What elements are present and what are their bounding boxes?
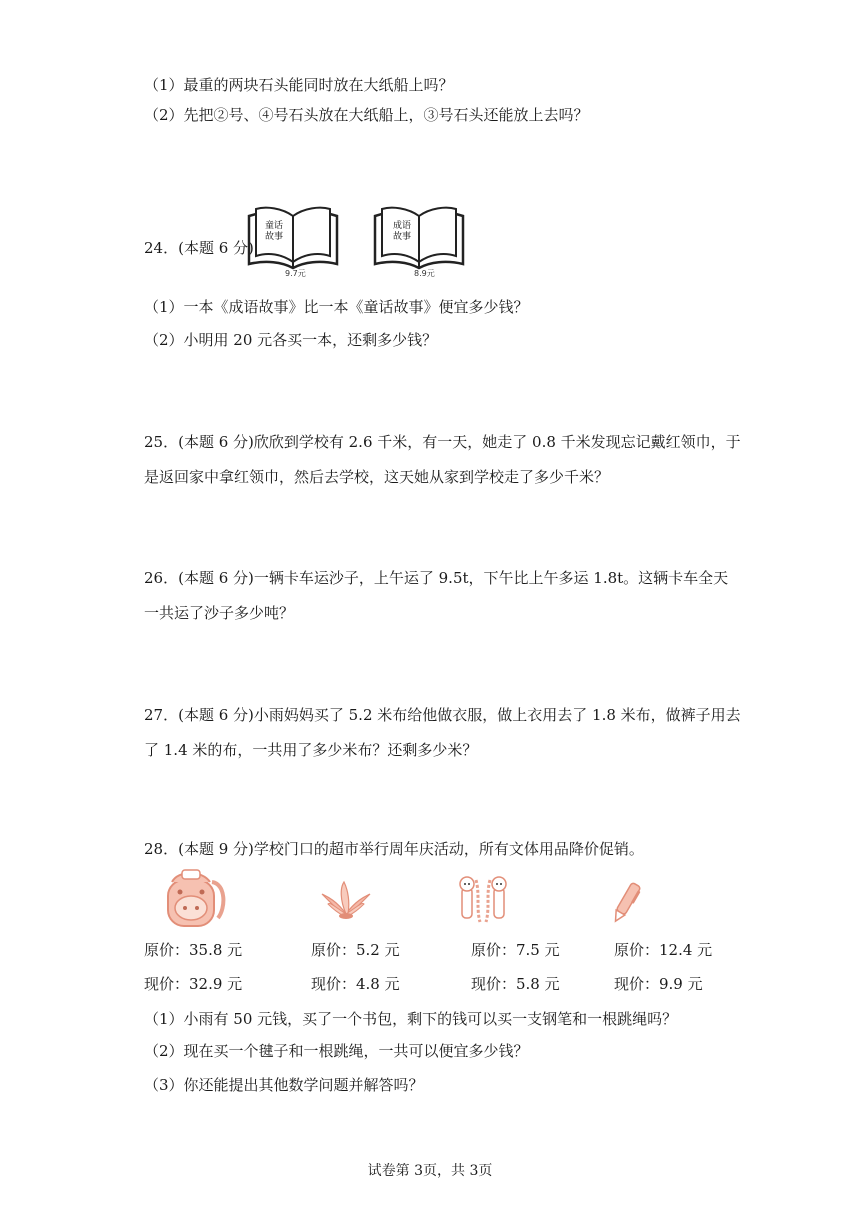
jump-rope-current-price: 现价：5.8 元 (471, 975, 560, 993)
q24-sub2: （2）小明用 20 元各买一本，还剩多少钱？ (144, 331, 438, 349)
q28-line1: 28．(本题 9 分)学校门口的超市举行周年庆活动，所有文体用品降价促销。 (144, 840, 644, 858)
book2-label-1: 成语 (392, 221, 412, 231)
pen-icon (608, 880, 644, 926)
backpack-icon (160, 868, 230, 930)
book1-label-2: 故事 (264, 232, 284, 242)
q24-sub1: （1）一本《成语故事》比一本《童话故事》便宜多少钱？ (144, 298, 529, 316)
book1-label-1: 童话 (264, 221, 284, 231)
pen-current-price: 现价：9.9 元 (614, 975, 703, 993)
jump-rope-original-price: 原价：7.5 元 (471, 941, 560, 959)
book2-price: 8.9元 (414, 269, 435, 278)
q24-title: 24．(本题 6 分) (144, 239, 254, 257)
book2-label-2: 故事 (392, 232, 412, 242)
q27-line2: 了 1.4 米的布，一共用了多少米布？还剩多少米？ (144, 741, 478, 759)
q25-line2: 是返回家中拿红领巾，然后去学校，这天她从家到学校走了多少千米？ (144, 468, 610, 486)
book1-price: 9.7元 (285, 269, 306, 278)
backpack-current-price: 现价：32.9 元 (144, 975, 243, 993)
q26-line2: 一共运了沙子多少吨？ (144, 604, 295, 622)
q28-sub2: （2）现在买一个毽子和一根跳绳，一共可以便宜多少钱？ (144, 1042, 529, 1060)
q28-sub3: （3）你还能提出其他数学问题并解答吗？ (144, 1076, 424, 1094)
pen-original-price: 原价：12.4 元 (614, 941, 713, 959)
jump-rope-icon (458, 874, 508, 926)
fairy-tale-book-icon (246, 206, 340, 270)
q26-line1: 26．(本题 6 分)一辆卡车运沙子，上午运了 9.5t，下午比上午多运 1.8t。这辆卡车全天 (144, 569, 729, 587)
shuttlecock-original-price: 原价：5.2 元 (311, 941, 400, 959)
q23-sub2: （2）先把②号、④号石头放在大纸船上，③号石头还能放上去吗？ (144, 106, 589, 124)
shuttlecock-icon (320, 880, 372, 920)
page-footer: 试卷第 3页，共 3页 (367, 1163, 493, 1179)
q27-line1: 27．(本题 6 分)小雨妈妈买了 5.2 米布给他做衣服，做上衣用去了 1.8 米布，做裤子用去 (144, 706, 741, 724)
shuttlecock-current-price: 现价：4.8 元 (311, 975, 400, 993)
idiom-book-icon (372, 206, 466, 270)
backpack-original-price: 原价：35.8 元 (144, 941, 243, 959)
q23-sub1: （1）最重的两块石头能同时放在大纸船上吗？ (144, 76, 454, 94)
q25-line1: 25．(本题 6 分)欣欣到学校有 2.6 千米，有一天，她走了 0.8 千米发现忘记戴红领巾，于 (144, 433, 741, 451)
q28-sub1: （1）小雨有 50 元钱，买了一个书包，剩下的钱可以买一支钢笔和一根跳绳吗？ (144, 1010, 678, 1028)
